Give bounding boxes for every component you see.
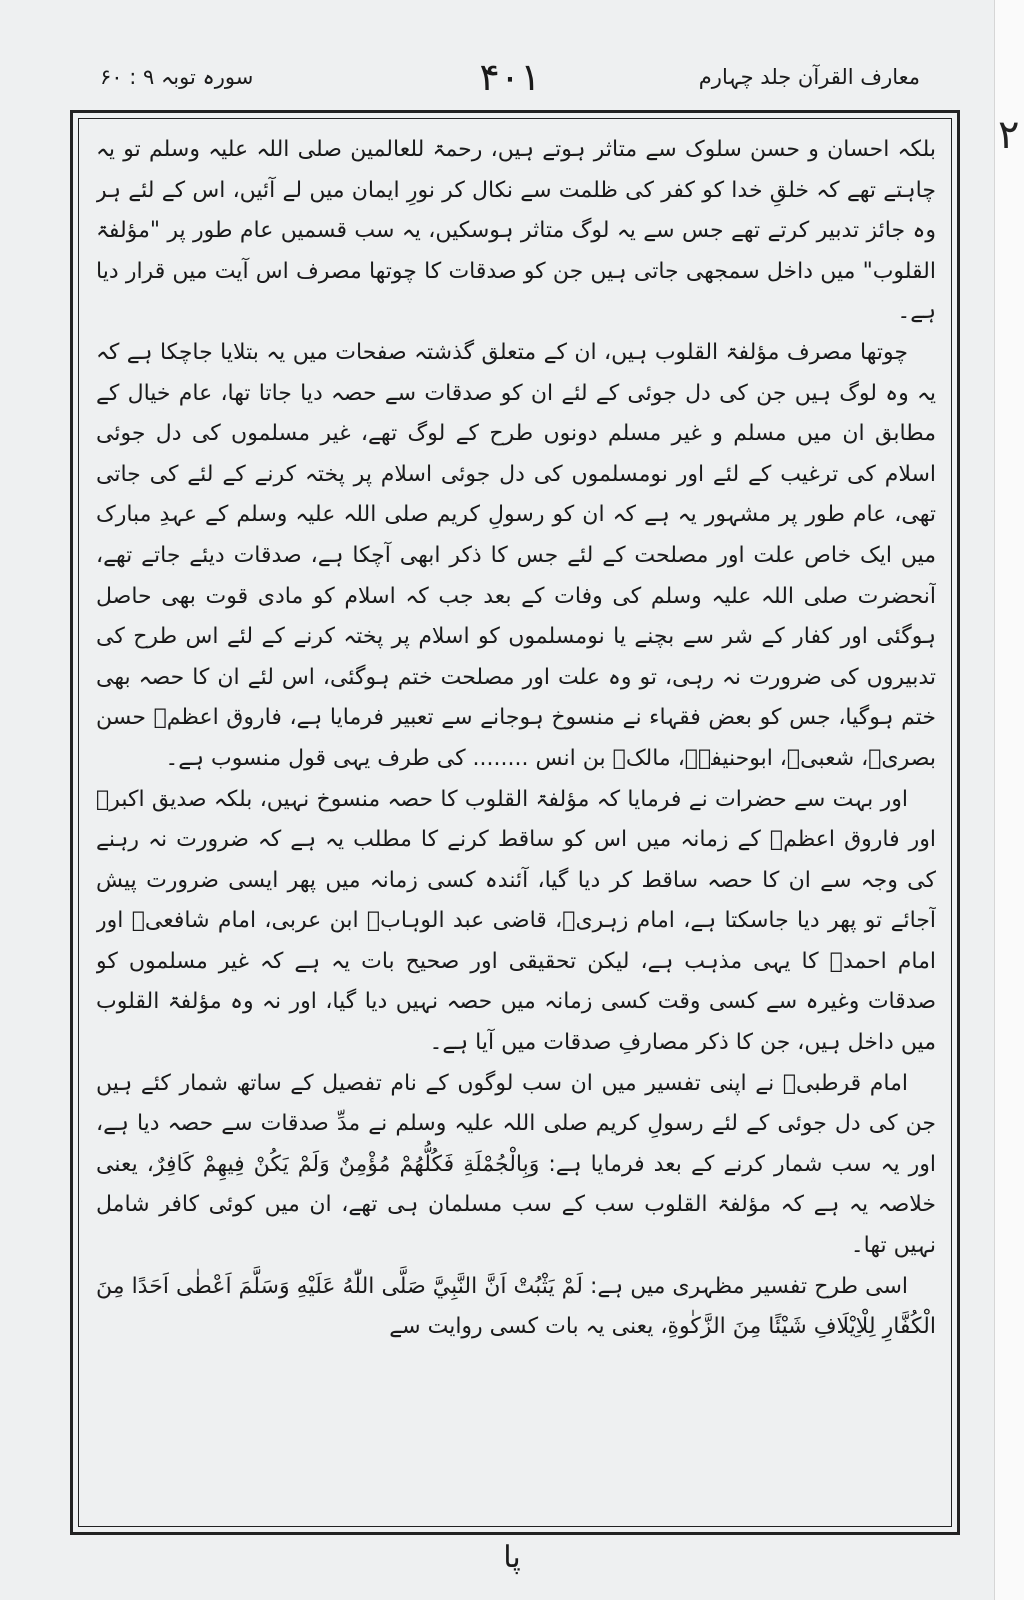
paragraph-2: چوتھا مصرف مؤلفۃ القلوب ہیں، ان کے متعلق گذشتہ صفحات میں یہ بتلایا جاچکا ہے کہ یہ وہ لوگ ہیں جن کی دل جوئی کے لئے ان کو صدقات سے حصہ دیا جاتا تھا، عام خیال کے مطابق ان میں مسلم و غیر مسلم دونوں طرح کے لوگ تھے، غیر مسلموں کی دل جوئی اسلام کی ترغیب کے لئے اور نومسلموں کی دل جوئی اسلام پر پختہ کرنے کے لئے کی جاتی تھی، عام طور پر مشہور یہ ہے کہ ان کو رسولِ کریم صلی اللہ علیہ وسلم کے عہدِ مبارک میں ایک خاص علت اور مصلحت کے لئے جس کا ذکر ابھی آچکا ہے، صدقات دیئے جاتے تھے، آنحضرت صلی اللہ علیہ وسلم کی وفات کے بعد جب کہ اسلام کو مادی قوت بھی حاصل ہوگئی اور کفار کے شر سے بچنے یا نومسلموں کو اسلام پر پختہ کرنے کے لئے اس طرح کی تدبیروں کی ضرورت نہ رہی، تو وہ علت اور مصلحت ختم ہوگئی، اس لئے ان کا حصہ بھی ختم ہوگیا، جس کو بعض فقہاء نے منسوخ ہوجانے سے تعبیر فرمایا ہے، فاروق اعظمؓ حسن بصریؒ، شعبیؒ، ابوحنیفہؒ، مالکؒ بن انس ........ کی طرف یہی قول منسوب ہے۔: [96, 339, 936, 771]
page-edge: [994, 0, 1024, 1600]
corner-mark: ۲: [998, 112, 1020, 158]
paragraph-4: امام قرطبیؒ نے اپنی تفسیر میں ان سب لوگوں کے نام تفصیل کے ساتھ شمار کئے ہیں جن کی دل جوئی کے لئے رسولِ کریم صلی اللہ علیہ وسلم نے مدِّ صدقات سے حصہ دیا ہے، اور یہ سب شمار کرنے کے بعد فرمایا ہے: وَبِالْجُمْلَةِ فَكُلُّهُمْ مُؤْمِنٌ وَلَمْ يَكُنْ فِيهِمْ كَافِرٌ، یعنی خلاصہ یہ ہے کہ مؤلفۃ القلوب سب کے سب مسلمان ہی تھے، ان میں کوئی کافر شامل نہیں تھا۔: [96, 1070, 936, 1259]
page-header: [100, 55, 920, 105]
paragraph-3: اور بہت سے حضرات نے فرمایا کہ مؤلفۃ القلوب کا حصہ منسوخ نہیں، بلکہ صدیق اکبرؓ اور فاروق اعظمؓ کے زمانہ میں اس کو ساقط کرنے کا مطلب یہ ہے کہ ضرورت نہ رہنے کی وجہ سے ان کا حصہ ساقط کر دیا گیا، آئندہ کسی زمانہ میں پھر ایسی ضرورت پیش آجائے تو پھر دیا جاسکتا ہے، امام زہریؒ، قاضی عبد الوہابؒ ابن عربی، امام شافعیؒ اور امام احمدؒ کا یہی مذہب ہے، لیکن تحقیقی اور صحیح بات یہ ہے کہ غیر مسلموں کو صدقات وغیرہ سے کسی وقت کسی زمانہ میں حصہ نہیں دیا گیا، اور نہ وہ مؤلفۃ القلوب میں داخل ہیں، جن کا ذکر مصارفِ صدقات میں آیا ہے۔: [96, 786, 936, 1056]
page-body: [96, 130, 936, 1515]
paragraph-5: اسی طرح تفسیر مظہری میں ہے: لَمْ يَثْبُتْ اَنَّ النَّبِيَّ صَلَّى اللّٰهُ عَلَيْهِ وَسَلَّمَ اَعْطٰى اَحَدًا مِنَ الْكُفَّارِ لِلْاِيْلَافِ شَيْئًا مِنَ الزَّكٰوةِ، یعنی یہ بات کسی روایت سے: [96, 1273, 936, 1340]
page-number: ۴۰۱: [479, 55, 541, 99]
book-title: معارف القرآن جلد چہارم: [698, 65, 920, 89]
paragraph-1: بلکہ احسان و حسن سلوک سے متاثر ہوتے ہیں، رحمۃ للعالمین صلی اللہ علیہ وسلم تو یہ چاہتے تھے کہ خلقِ خدا کو کفر کی ظلمت سے نکال کر نورِ ایمان میں لے آئیں، اس کے لئے ہر وہ جائز تدبیر کرتے تھے جس سے یہ لوگ متاثر ہوسکیں، یہ سب قسمیں عام طور پر "مؤلفۃ القلوب" میں داخل سمجھی جاتی ہیں جن کو صدقات کا چوتھا مصرف اس آیت میں قرار دیا ہے۔: [96, 137, 936, 325]
surah-reference: سورہ توبہ ۹ : ۶۰: [100, 65, 254, 89]
catchword: پا: [503, 1540, 521, 1575]
